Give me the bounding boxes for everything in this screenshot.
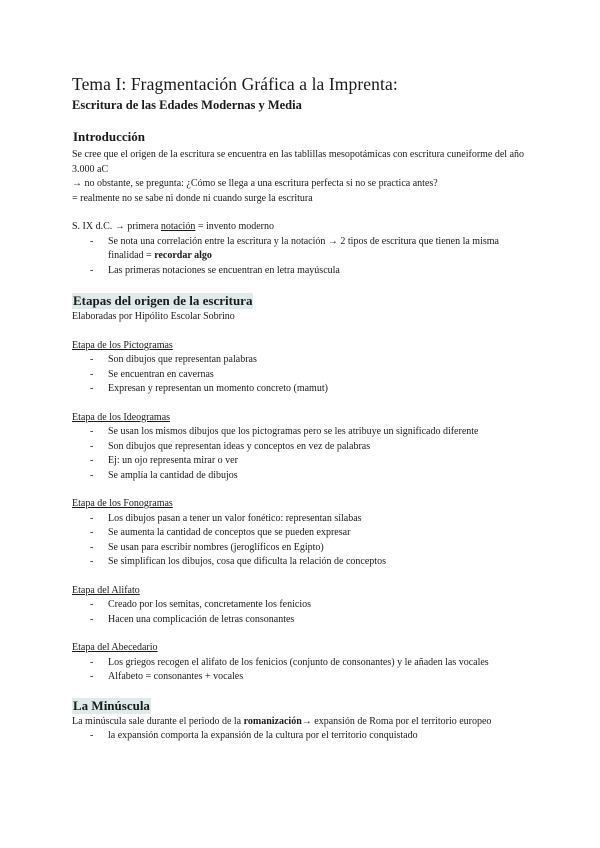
list-item: - Son dibujos que representan ideas y conceptos en vez de palabras [90, 440, 532, 455]
etapas-section [72, 292, 532, 685]
list-item: - Se aumenta la cantidad de conceptos que se pueden expresar [90, 526, 532, 541]
list-item: - Son dibujos que representan palabras [90, 353, 532, 368]
intro-list [72, 235, 532, 279]
intro-bullet-1-text: Se nota una correlación entre la escritura y la notación → 2 tipos de escritura que tienen la misma finalidad = [108, 235, 499, 261]
list-item: - Se simplifican los dibujos, cosa que dificulta la relación de conceptos [90, 555, 532, 570]
ideogramas-list [72, 425, 532, 483]
intro-heading: Introducción [73, 129, 145, 144]
list-item: - Creado por los semitas, concretamente los fenicios [90, 598, 532, 613]
intro-paragraph-4 [72, 220, 532, 235]
list-item: - Hacen una complicación de letras consonantes [90, 613, 532, 628]
list-item: - Ej: un ojo representa mirar o ver [90, 454, 532, 469]
intro-p4-text-end: = invento moderno [195, 221, 275, 232]
intro-p4-text: S. IX d.C. → primera [72, 221, 161, 232]
document-subtitle: Escritura de las Edades Modernas y Media [72, 98, 302, 112]
fonogramas-title: Etapa de los Fonogramas [72, 498, 173, 509]
pictogramas-list [72, 353, 532, 397]
list-item: - Se amplía la cantidad de dibujos [90, 469, 532, 484]
alifato-list [72, 598, 532, 627]
intro-section [72, 128, 532, 278]
list-item: - Alfabeto = consonantes + vocales [90, 670, 532, 685]
list-item: - Se usan para escribir nombres (jeroglíficos en Egipto) [90, 541, 532, 556]
intro-paragraph-3: = realmente no se sabe ni donde ni cuando surge la escritura [72, 192, 313, 204]
list-item: - Se encuentran en cavernas [90, 368, 532, 383]
intro-paragraph-2: → no obstante, se pregunta: ¿Cómo se llega a una escritura perfecta si no se practica antes? [72, 178, 438, 189]
list-item [90, 235, 532, 264]
list-item: - Los dibujos pasan a tener un valor fonético: representan sílabas [90, 512, 532, 527]
list-item: - la expansión comporta la expansión de la cultura por el territorio conquistado [90, 729, 532, 744]
minuscula-text-end: → expansión de Roma por el territorio europeo [301, 715, 492, 727]
abecedario-title: Etapa del Abecedario [72, 642, 158, 653]
fonogramas-list [72, 512, 532, 570]
ideogramas-title: Etapa de los Ideogramas [72, 411, 171, 423]
document-title: Tema I: Fragmentación Gráfica a la Imprenta: [72, 74, 398, 94]
document-page [72, 74, 532, 744]
minuscula-text: La minúscula sale durante el periodo de la [72, 715, 244, 727]
intro-bullet-1-bold: recordar algo [154, 250, 212, 261]
minuscula-list [72, 729, 532, 744]
list-item: - Expresan y representan un momento concreto (mamut) [90, 382, 532, 397]
list-item: - Las primeras notaciones se encuentran en letra mayúscula [90, 264, 532, 279]
intro-paragraph-1: Se cree que el origen de la escritura se encuentra en las tablillas mesopotámicas con escritura cuneiforme del año 3.000 aC [72, 149, 525, 175]
minuscula-section [72, 697, 532, 744]
alifato-title: Etapa del Alifato [72, 584, 140, 596]
list-item: - Se usan los mismos dibujos que los pictogramas pero se les atribuye un significado diferente [90, 425, 532, 440]
list-item: - Los griegos recogen el alifato de los fenicios (conjunto de consonantes) y le añaden las vocales [90, 656, 532, 671]
etapas-heading: Etapas del origen de la escritura [73, 293, 253, 308]
minuscula-paragraph [72, 715, 532, 730]
etapas-author: Elaboradas por Hipólito Escolar Sobrino [72, 311, 235, 322]
abecedario-list [72, 656, 532, 685]
notacion-term: notación [160, 221, 196, 232]
romanizacion-term: romanización [243, 715, 302, 727]
minuscula-heading: La Minúscula [73, 697, 150, 713]
pictogramas-title: Etapa de los Pictogramas [72, 339, 173, 351]
